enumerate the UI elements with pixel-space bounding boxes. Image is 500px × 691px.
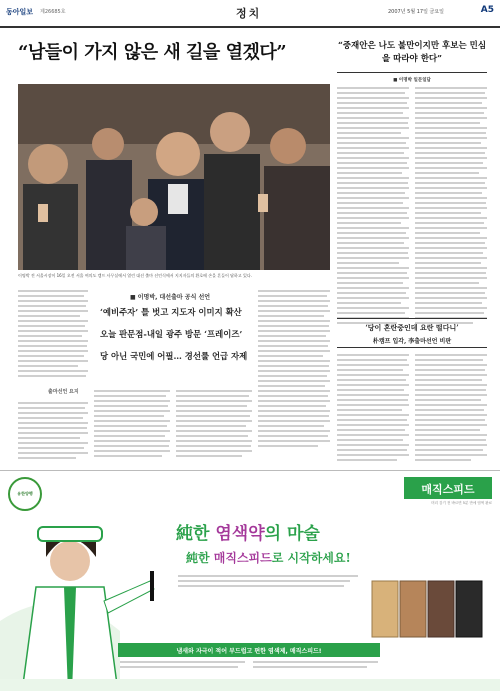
- ad-brand-name: 매직스피드: [421, 483, 475, 496]
- ad-headline-1-part-c: 의 마술: [264, 524, 320, 544]
- article-column-4: [258, 290, 330, 450]
- ad-footer-band: [0, 679, 500, 691]
- subhead-1: ‘예비주자’ 틀 벗고 지도자 이미지 확산: [100, 307, 242, 317]
- article-column-2: [94, 390, 170, 460]
- news-photo: [18, 84, 330, 270]
- photo-caption: 이명박 전 서울시장이 16일 오전 서울 여의도 캠프 사무실에서 열린 대선 출마 선언식에서 지지자들의 환호에 손을 흔들어 답하고 있다.: [18, 273, 253, 278]
- masthead: [0, 0, 500, 28]
- product-box-1: [372, 581, 398, 637]
- section-title: 정치: [236, 7, 262, 20]
- article-column-1: [18, 290, 88, 380]
- sidebar-box-label: 출마선언 요지: [48, 389, 79, 395]
- sidebar-column-1: [337, 87, 409, 327]
- model-hat: [38, 527, 102, 541]
- paper-issue: 제26685호: [40, 9, 66, 15]
- ad-body-text: [178, 575, 358, 590]
- product-box-4: [456, 581, 482, 637]
- sidebar-byline: ■ 이명박 일문일답: [393, 78, 431, 83]
- interview-sidebar: [337, 40, 487, 327]
- publication-date: 2007년 5월 17일 금요일: [388, 9, 445, 15]
- sidebar-divider: [337, 72, 487, 73]
- product-box-2: [400, 581, 426, 637]
- ad-headline-1-part-a: 純한: [176, 524, 216, 544]
- page-number: A5: [480, 5, 494, 15]
- sidebar-headline: “중재안은 나도 불만이지만 후보는 민심을 따라야 한다”: [337, 41, 487, 64]
- article-byline: ■ 이명박, 대선출마 공식 선언: [130, 294, 211, 301]
- ad-headline-2-part-c: 로 시작하세요!: [271, 551, 351, 565]
- subhead-3: 당 아닌 국민에 어필… 경선룰 언급 자제: [100, 351, 248, 361]
- product-box-3: [428, 581, 454, 637]
- subhead-2: 오늘 판문점-내일 광주 방문 ‘프레이즈’: [100, 329, 243, 339]
- opinion-subhead: 朴캠프 입각, 李출마선언 비판: [372, 338, 452, 345]
- ad-brand-subtext: 머리 감기 전 바르면 5분 만에 염색 완료: [431, 501, 492, 505]
- main-headline: “남들이 가지 않은 새 길을 열겠다”: [18, 42, 287, 63]
- sidebar-text-columns: [337, 87, 487, 327]
- opinion-headline: ‘당이 혼란중인데 요란 떨다니’: [365, 323, 459, 332]
- ad-feature-list: [120, 661, 378, 671]
- ad-strip-text: 냄새와 자극이 적어 부드럽고 편한 염색제, 매직스피드!: [176, 648, 322, 655]
- ad-feature-strip: [118, 643, 380, 657]
- ad-headline-1: [176, 519, 320, 544]
- sidebar-column-2: [415, 87, 487, 327]
- opinion-text-columns: [337, 354, 487, 464]
- advertisement[interactable]: [0, 470, 500, 691]
- ad-brand-box: [404, 477, 492, 499]
- paper-name: 동아일보: [6, 8, 34, 16]
- article-column-1b: [18, 402, 88, 462]
- opinion-box: [337, 318, 487, 348]
- crowd-photo-illustration: [18, 84, 330, 270]
- model-face: [50, 541, 90, 581]
- ad-headline-2-part-a: 純한: [186, 551, 214, 565]
- opinion-column-1: [337, 354, 409, 464]
- ad-company-logo: [8, 477, 42, 511]
- opinion-column-2: [415, 354, 487, 464]
- article-column-3: [176, 390, 252, 460]
- ad-headline-2-part-b: 매직스피드: [213, 551, 272, 565]
- ad-headline-2: [186, 549, 351, 566]
- ad-headline-1-part-b: 염색약: [215, 524, 265, 544]
- ad-company-name: 유한양행: [17, 491, 33, 496]
